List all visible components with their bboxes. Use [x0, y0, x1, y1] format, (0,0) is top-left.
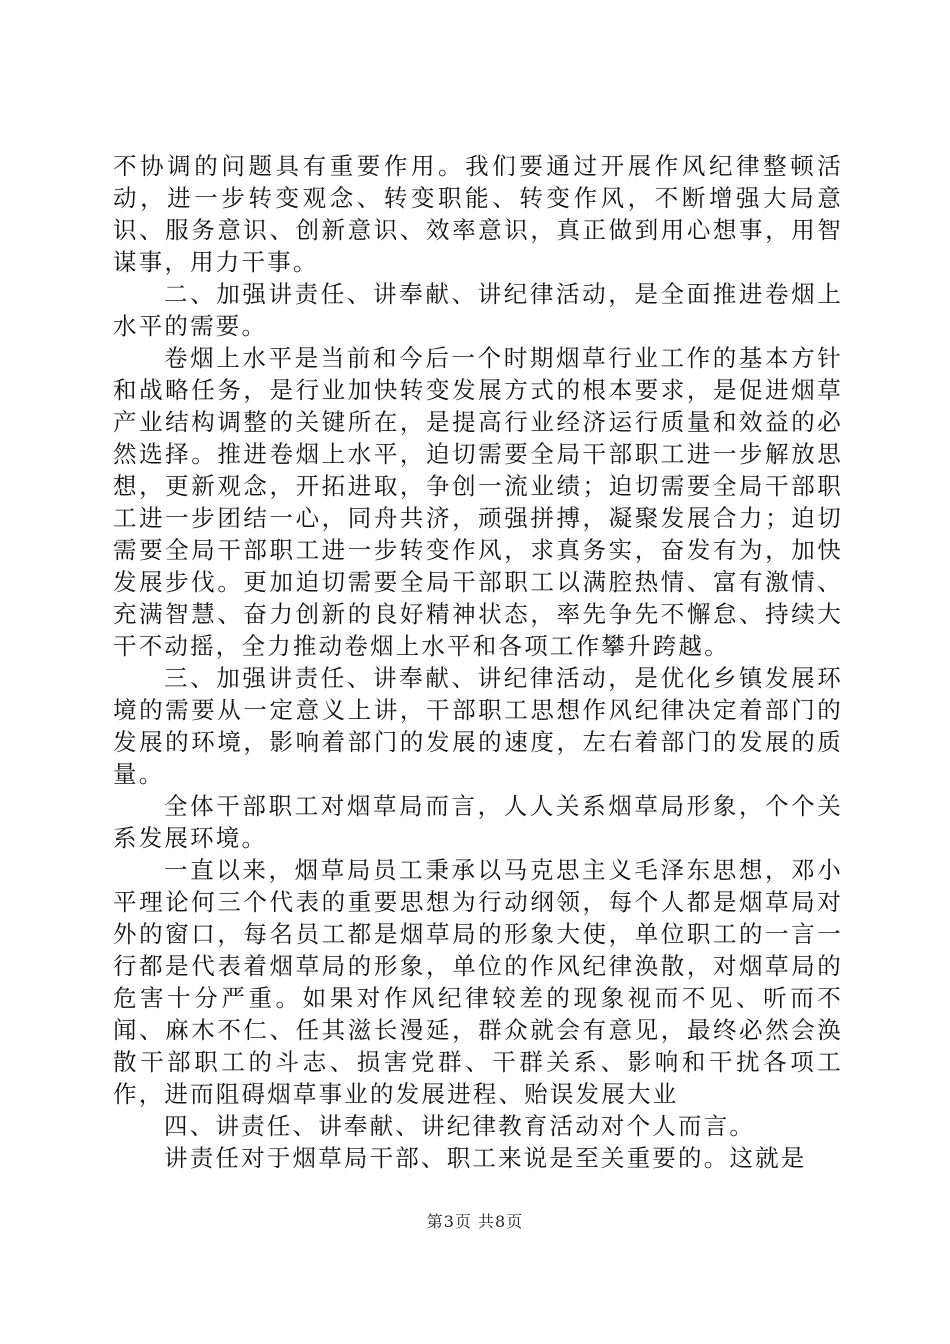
paragraph-7: 四、讲责任、讲奉献、讲纪律教育活动对个人而言。 — [164, 1112, 756, 1140]
paragraph-3: 卷烟上水平是当前和今后一个时期烟草行业工作的基本方针和战略任务，是行业加快转变发展方式的根本要求，是促进烟草产业结构调整的关键所在，是提高行业经济运行质量和效益的必然选择。推进卷烟上水平，迫切需要全局干部职工进一步解放思想，更新观念，开拓进取，争创一流业绩；迫切需要全局干部职工进一步团结一心，同舟共济，顽强拼搏，凝聚发展合力；迫切需要全局干部职工进一步转变作风，求真务实，奋发有为，加快发展步伐。更加迫切需要全局干部职工以满腔热情、富有激情、充满智慧、奋力创新的良好精神状态，率先争先不懈怠、持续大干不动摇，全力推动卷烟上水平和各项工作攀升跨越。 — [113, 344, 843, 660]
paragraph-8: 讲责任对于烟草局干部、职工来说是至关重要的。这就是 — [164, 1144, 807, 1172]
paragraph-6: 一直以来，烟草局员工秉承以马克思主义毛泽东思想，邓小平理论何三个代表的重要思想为行动纲领，每个人都是烟草局对外的窗口，每名员工都是烟草局的形象大使，单位职工的一言一行都是代表着烟草局的形象，单位的作风纪律涣散，对烟草局的危害十分严重。如果对作风纪律较差的现象视而不见、听而不闻、麻木不仁、任其滋长漫延，群众就会有意见，最终必然会涣散干部职工的斗志、损害党群、干群关系、影响和干扰各项工作，进而阻碍烟草事业的发展进程、贻误发展大业 — [113, 856, 843, 1108]
paragraph-2: 二、加强讲责任、讲奉献、讲纪律活动，是全面推进卷烟上水平的需要。 — [113, 280, 843, 340]
paragraph-5: 全体干部职工对烟草局而言，人人关系烟草局形象，个个关系发展环境。 — [113, 792, 843, 852]
page-number-label: 第3页 共8页 — [426, 1212, 524, 1231]
page-footer — [0, 1212, 950, 1232]
paragraph-1: 不协调的问题具有重要作用。我们要通过开展作风纪律整顿活动，进一步转变观念、转变职能、转变作风，不断增强大局意识、服务意识、创新意识、效率意识，真正做到用心想事，用智谋事，用力干事。 — [113, 152, 843, 276]
document-body — [113, 150, 843, 1174]
paragraph-4: 三、加强讲责任、讲奉献、讲纪律活动，是优化乡镇发展环境的需要从一定意义上讲，干部职工思想作风纪律决定着部门的发展的环境，影响着部门的发展的速度，左右着部门的发展的质量。 — [113, 664, 843, 788]
